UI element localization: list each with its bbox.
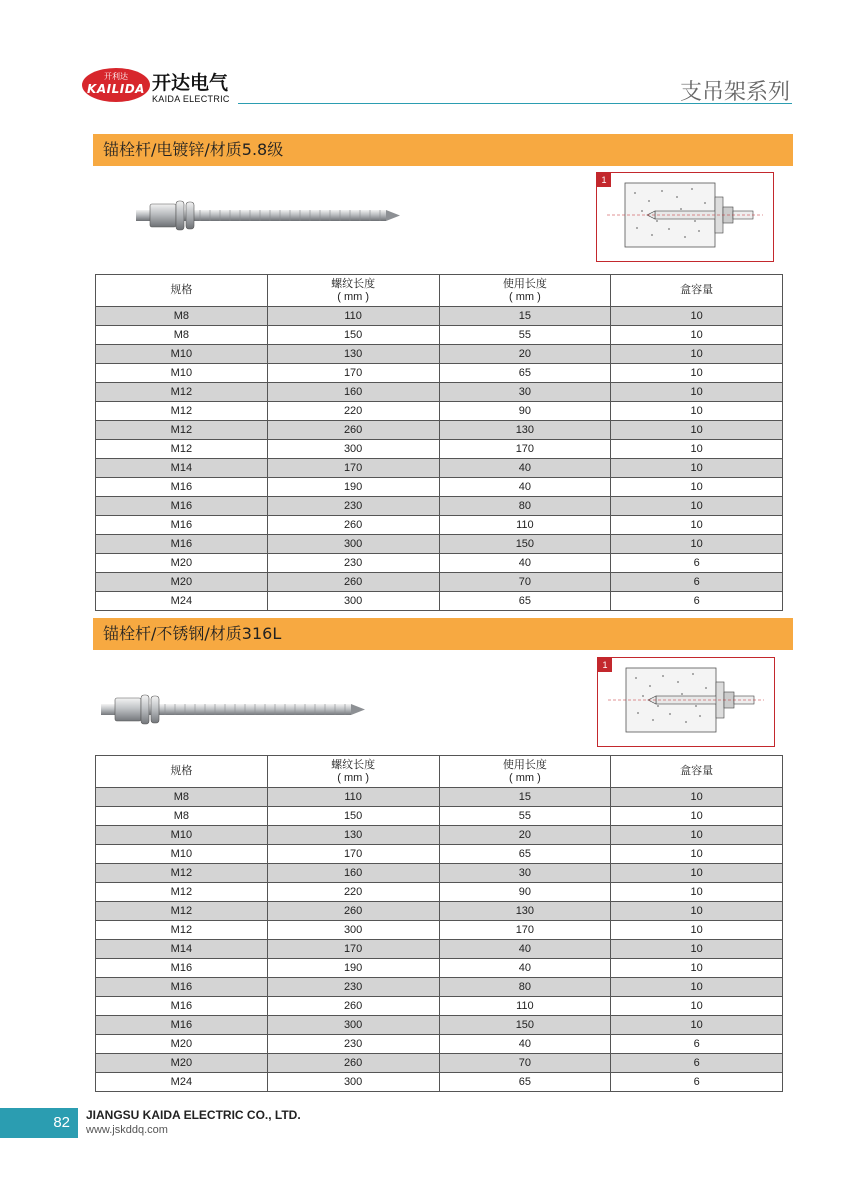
header-box-qty: 盒容量 <box>611 275 783 307</box>
table-cell: M12 <box>96 883 268 902</box>
table-cell: 230 <box>267 978 439 997</box>
table-cell: 10 <box>611 807 783 826</box>
logo-wordmark: KAILIDA <box>87 82 145 96</box>
table-cell: 190 <box>267 478 439 497</box>
table-cell: 130 <box>439 421 611 440</box>
table-cell: 10 <box>611 326 783 345</box>
table-cell: 20 <box>439 826 611 845</box>
table-cell: 65 <box>439 364 611 383</box>
table-row <box>96 307 783 326</box>
installation-diagram <box>596 172 774 262</box>
table-row <box>96 402 783 421</box>
table-row <box>96 1016 783 1035</box>
table-row <box>96 440 783 459</box>
table-cell: M16 <box>96 978 268 997</box>
table-cell: 260 <box>267 1054 439 1073</box>
table-cell: 6 <box>611 554 783 573</box>
table-cell: 130 <box>439 902 611 921</box>
table-cell: M16 <box>96 535 268 554</box>
table-cell: M8 <box>96 326 268 345</box>
table-cell: 15 <box>439 307 611 326</box>
table-cell: 70 <box>439 573 611 592</box>
table-row <box>96 845 783 864</box>
table-cell: 70 <box>439 1054 611 1073</box>
table-cell: M16 <box>96 1016 268 1035</box>
table-row <box>96 516 783 535</box>
table-row <box>96 902 783 921</box>
header-use-length: 使用长度 ( mm ) <box>439 756 611 788</box>
table-cell: 90 <box>439 883 611 902</box>
table-row <box>96 421 783 440</box>
table-cell: 300 <box>267 535 439 554</box>
table-row <box>96 592 783 611</box>
table-row <box>96 978 783 997</box>
table-cell: 230 <box>267 497 439 516</box>
table-cell: 10 <box>611 307 783 326</box>
table-cell: M24 <box>96 1073 268 1092</box>
table-row <box>96 459 783 478</box>
table-cell: 40 <box>439 959 611 978</box>
table-row <box>96 997 783 1016</box>
table-cell: 230 <box>267 1035 439 1054</box>
table-cell: 10 <box>611 978 783 997</box>
table-cell: M20 <box>96 1035 268 1054</box>
table-cell: 30 <box>439 864 611 883</box>
table-row <box>96 478 783 497</box>
table-cell: 110 <box>439 997 611 1016</box>
table-cell: 65 <box>439 845 611 864</box>
table-cell: 170 <box>439 440 611 459</box>
table-cell: 10 <box>611 940 783 959</box>
table-cell: 10 <box>611 383 783 402</box>
table-cell: 55 <box>439 326 611 345</box>
table-cell: M12 <box>96 921 268 940</box>
table-row <box>96 554 783 573</box>
table-cell: 260 <box>267 573 439 592</box>
table-cell: 55 <box>439 807 611 826</box>
table-cell: 10 <box>611 478 783 497</box>
table-cell: 130 <box>267 826 439 845</box>
table-cell: 220 <box>267 402 439 421</box>
table-cell: 150 <box>439 535 611 554</box>
header-thread-length: 螺纹长度 ( mm ) <box>267 275 439 307</box>
figure-number: 1 <box>598 658 612 672</box>
table-row <box>96 807 783 826</box>
table-header-row <box>96 275 783 307</box>
table-cell: 6 <box>611 1073 783 1092</box>
section-title-galvanized: 锚栓杆/电镀锌/材质5.8级 <box>93 134 793 166</box>
table-cell: M16 <box>96 997 268 1016</box>
table-cell: M14 <box>96 940 268 959</box>
table-cell: 160 <box>267 383 439 402</box>
section-title-stainless: 锚栓杆/不锈钢/材质316L <box>93 618 793 650</box>
table-cell: 150 <box>267 326 439 345</box>
table-cell: 110 <box>267 788 439 807</box>
table-cell: 300 <box>267 1016 439 1035</box>
table-row <box>96 1035 783 1054</box>
table-cell: M10 <box>96 845 268 864</box>
table-cell: 220 <box>267 883 439 902</box>
table-cell: M16 <box>96 516 268 535</box>
table-cell: M12 <box>96 902 268 921</box>
table-cell: M12 <box>96 440 268 459</box>
table-row <box>96 959 783 978</box>
table-cell: 10 <box>611 921 783 940</box>
table-cell: 6 <box>611 573 783 592</box>
table-row <box>96 345 783 364</box>
table-cell: 10 <box>611 516 783 535</box>
spec-table-galvanized <box>95 274 783 611</box>
table-cell: 80 <box>439 978 611 997</box>
table-cell: 150 <box>439 1016 611 1035</box>
page-number: 82 <box>0 1108 78 1138</box>
brand-name-en: KAIDA ELECTRIC <box>152 94 230 104</box>
table-row <box>96 326 783 345</box>
table-cell: 10 <box>611 845 783 864</box>
table-cell: 10 <box>611 902 783 921</box>
table-cell: 170 <box>267 459 439 478</box>
table-cell: M20 <box>96 554 268 573</box>
table-header-row <box>96 756 783 788</box>
table-cell: M10 <box>96 826 268 845</box>
table-cell: M12 <box>96 402 268 421</box>
series-title: 支吊架系列 <box>679 80 790 105</box>
table-cell: 6 <box>611 1054 783 1073</box>
table-cell: 10 <box>611 826 783 845</box>
table-cell: 40 <box>439 478 611 497</box>
table-cell: 65 <box>439 1073 611 1092</box>
logo-cap-text: 开利达 <box>104 72 128 81</box>
table-cell: 260 <box>267 902 439 921</box>
table-cell: 40 <box>439 1035 611 1054</box>
table-cell: 90 <box>439 402 611 421</box>
anchor-rod-image <box>130 198 405 234</box>
table-cell: M24 <box>96 592 268 611</box>
header-spec: 规格 <box>96 275 268 307</box>
table-cell: 300 <box>267 921 439 940</box>
table-cell: 150 <box>267 807 439 826</box>
table-cell: M8 <box>96 307 268 326</box>
table-cell: M20 <box>96 1054 268 1073</box>
concrete-anchor-diagram <box>597 173 773 261</box>
table-row <box>96 364 783 383</box>
table-cell: 30 <box>439 383 611 402</box>
table-row <box>96 940 783 959</box>
company-name: JIANGSU KAIDA ELECTRIC CO., LTD. <box>86 1108 301 1122</box>
header-spec: 规格 <box>96 756 268 788</box>
anchor-rod-image <box>95 692 370 728</box>
table-row <box>96 864 783 883</box>
table-cell: 10 <box>611 1016 783 1035</box>
concrete-anchor-diagram <box>598 658 774 746</box>
table-cell: 10 <box>611 497 783 516</box>
table-cell: 80 <box>439 497 611 516</box>
table-cell: 40 <box>439 459 611 478</box>
table-cell: 6 <box>611 592 783 611</box>
table-cell: 20 <box>439 345 611 364</box>
table-row <box>96 921 783 940</box>
table-cell: 10 <box>611 459 783 478</box>
table-row <box>96 826 783 845</box>
table-cell: M12 <box>96 383 268 402</box>
header-box-qty: 盒容量 <box>611 756 783 788</box>
table-row <box>96 788 783 807</box>
table-cell: 10 <box>611 788 783 807</box>
table-cell: 260 <box>267 997 439 1016</box>
table-cell: 10 <box>611 883 783 902</box>
table-cell: M12 <box>96 864 268 883</box>
table-cell: 170 <box>439 921 611 940</box>
table-row <box>96 1054 783 1073</box>
table-cell: 260 <box>267 421 439 440</box>
table-cell: 15 <box>439 788 611 807</box>
table-cell: 110 <box>439 516 611 535</box>
table-cell: 170 <box>267 940 439 959</box>
table-cell: M12 <box>96 421 268 440</box>
table-cell: 110 <box>267 307 439 326</box>
table-cell: 10 <box>611 421 783 440</box>
table-cell: 230 <box>267 554 439 573</box>
table-cell: 300 <box>267 592 439 611</box>
header-use-length: 使用长度 ( mm ) <box>439 275 611 307</box>
header-thread-length: 螺纹长度 ( mm ) <box>267 756 439 788</box>
table-cell: M14 <box>96 459 268 478</box>
table-cell: M16 <box>96 478 268 497</box>
table-cell: 10 <box>611 864 783 883</box>
table-cell: 10 <box>611 997 783 1016</box>
table-cell: 10 <box>611 345 783 364</box>
table-cell: 300 <box>267 1073 439 1092</box>
table-cell: M10 <box>96 345 268 364</box>
table-cell: 170 <box>267 364 439 383</box>
installation-diagram <box>597 657 775 747</box>
table-cell: M16 <box>96 959 268 978</box>
spec-table-stainless <box>95 755 783 1092</box>
table-cell: 170 <box>267 845 439 864</box>
table-cell: 10 <box>611 535 783 554</box>
table-cell: M8 <box>96 807 268 826</box>
table-row <box>96 1073 783 1092</box>
brand-name-cn: 开达电气 <box>152 72 229 94</box>
table-row <box>96 497 783 516</box>
table-row <box>96 573 783 592</box>
table-cell: 260 <box>267 516 439 535</box>
table-cell: 300 <box>267 440 439 459</box>
table-cell: 160 <box>267 864 439 883</box>
table-cell: 6 <box>611 1035 783 1054</box>
table-cell: 10 <box>611 364 783 383</box>
company-website: www.jskddq.com <box>86 1124 168 1136</box>
table-cell: M16 <box>96 497 268 516</box>
table-cell: 65 <box>439 592 611 611</box>
table-cell: 10 <box>611 440 783 459</box>
figure-number: 1 <box>597 173 611 187</box>
table-cell: M8 <box>96 788 268 807</box>
table-cell: 190 <box>267 959 439 978</box>
table-cell: 10 <box>611 402 783 421</box>
table-cell: 40 <box>439 940 611 959</box>
table-row <box>96 383 783 402</box>
table-cell: 10 <box>611 959 783 978</box>
table-cell: 40 <box>439 554 611 573</box>
table-cell: M10 <box>96 364 268 383</box>
table-cell: 130 <box>267 345 439 364</box>
table-row <box>96 535 783 554</box>
table-cell: M20 <box>96 573 268 592</box>
table-row <box>96 883 783 902</box>
